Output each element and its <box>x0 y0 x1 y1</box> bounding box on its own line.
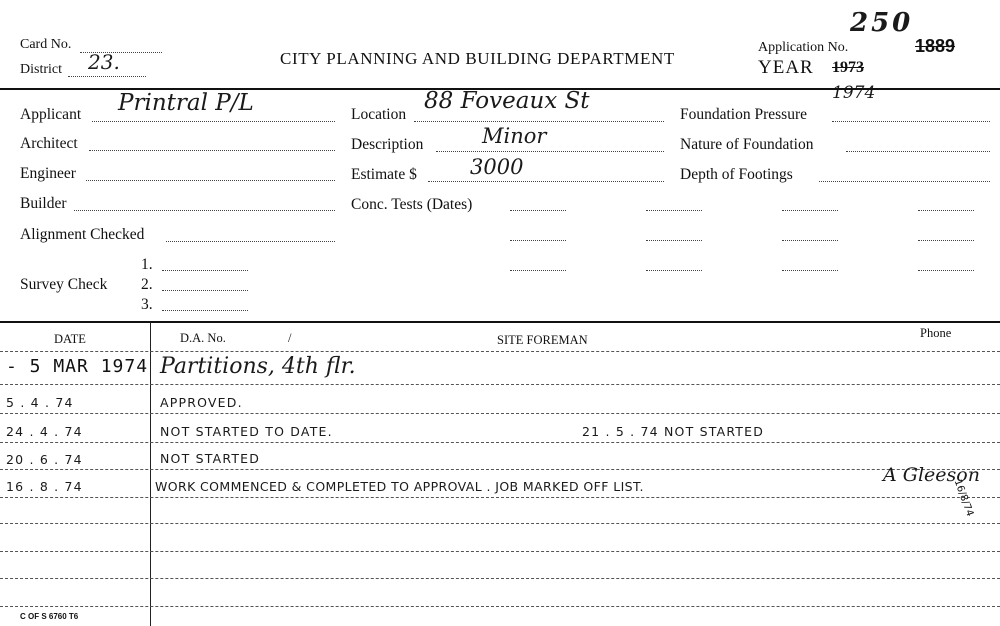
depth-of-footings-label: Depth of Footings <box>680 166 793 183</box>
application-no-value: 250 <box>850 8 914 38</box>
engineer-line <box>86 180 335 181</box>
conc-test-line <box>918 240 974 241</box>
entry-text: NOT STARTED <box>160 451 261 466</box>
year-value: 1974 <box>832 83 876 103</box>
architect-label: Architect <box>20 135 78 152</box>
form-code: C OF S 6760 T6 <box>20 612 79 621</box>
builder-line <box>74 210 335 211</box>
estimate-label: Estimate $ <box>351 166 417 183</box>
estimate-value: 3000 <box>470 155 524 179</box>
applicant-value: Printral P/L <box>118 90 254 116</box>
nature-of-foundation-label: Nature of Foundation <box>680 136 814 153</box>
log-rule <box>0 442 1000 443</box>
description-label: Description <box>351 136 424 153</box>
entry-text: NOT STARTED TO DATE. <box>160 424 333 439</box>
estimate-line <box>428 181 664 182</box>
log-rule <box>0 469 1000 470</box>
entry-date: - 5 MAR 1974 <box>6 356 149 377</box>
log-header-date: DATE <box>54 332 86 346</box>
conc-test-line <box>510 240 566 241</box>
survey-line-3 <box>162 310 248 311</box>
application-no-label: Application No. <box>758 40 849 55</box>
architect-line <box>89 150 335 151</box>
conc-test-line <box>646 270 702 271</box>
log-rule <box>0 351 1000 352</box>
card-no-label: Card No. <box>20 37 72 52</box>
conc-test-line <box>646 210 702 211</box>
survey-line-2 <box>162 290 248 291</box>
log-rule <box>0 551 1000 552</box>
conc-test-line <box>782 270 838 271</box>
department-title: CITY PLANNING AND BUILDING DEPARTMENT <box>280 49 675 68</box>
survey-check-label: Survey Check <box>20 276 108 293</box>
inspector-initials: A Gleeson <box>883 464 980 486</box>
entry-text: APPROVED. <box>160 395 243 410</box>
log-header-slash: / <box>288 331 292 345</box>
entry-text-secondary: 21 . 5 . 74 NOT STARTED <box>582 424 765 439</box>
year-label: YEAR <box>758 57 814 78</box>
applicant-line <box>92 121 335 122</box>
entry-date: 20 . 6 . 74 <box>6 452 83 467</box>
district-line <box>68 76 146 77</box>
survey-item-3: 3. <box>141 296 153 313</box>
conc-test-line <box>782 240 838 241</box>
foundation-pressure-line <box>832 121 990 122</box>
alignment-line <box>166 241 335 242</box>
entry-date: 16 . 8 . 74 <box>6 479 83 494</box>
entry-text: Partitions, 4th flr. <box>160 354 356 379</box>
log-rule <box>0 523 1000 524</box>
log-rule <box>0 413 1000 414</box>
location-label: Location <box>351 106 407 123</box>
conc-test-line <box>510 270 566 271</box>
conc-test-line <box>782 210 838 211</box>
applicant-label: Applicant <box>20 106 82 123</box>
foundation-pressure-label: Foundation Pressure <box>680 106 808 123</box>
application-no-struck: 1889 <box>915 36 956 56</box>
log-header-phone: Phone <box>920 326 952 340</box>
conc-test-line <box>918 270 974 271</box>
log-rule <box>0 497 1000 498</box>
survey-item-1: 1. <box>141 256 153 273</box>
location-line <box>414 121 664 122</box>
conc-test-line <box>510 210 566 211</box>
depth-of-footings-line <box>819 181 990 182</box>
log-rule <box>0 578 1000 579</box>
entry-text: WORK COMMENCED & COMPLETED TO APPROVAL . JOB MARKED OFF LIST. <box>155 479 644 494</box>
entry-date: 24 . 4 . 74 <box>6 424 83 439</box>
card-no-value: 23. <box>88 50 120 74</box>
builder-label: Builder <box>20 195 67 212</box>
log-header-site-foreman: SITE FOREMAN <box>497 333 588 347</box>
engineer-label: Engineer <box>20 165 76 182</box>
year-struck: 1973 <box>832 59 864 76</box>
initials-date: 16/8/74 <box>951 478 976 518</box>
conc-test-line <box>918 210 974 211</box>
conc-tests-label: Conc. Tests (Dates) <box>351 196 473 213</box>
log-rule <box>0 606 1000 607</box>
location-value: 88 Foveaux St <box>424 88 590 114</box>
conc-test-line <box>646 240 702 241</box>
nature-of-foundation-line <box>846 151 990 152</box>
log-rule <box>0 384 1000 385</box>
survey-item-2: 2. <box>141 276 153 293</box>
alignment-label: Alignment Checked <box>20 226 145 243</box>
description-line <box>436 151 664 152</box>
date-column-divider <box>150 322 151 626</box>
survey-line-1 <box>162 270 248 271</box>
district-label: District <box>20 62 62 77</box>
entry-date: 5 . 4 . 74 <box>6 395 74 410</box>
description-value: Minor <box>482 124 547 148</box>
log-header-da-no: D.A. No. <box>180 331 226 345</box>
